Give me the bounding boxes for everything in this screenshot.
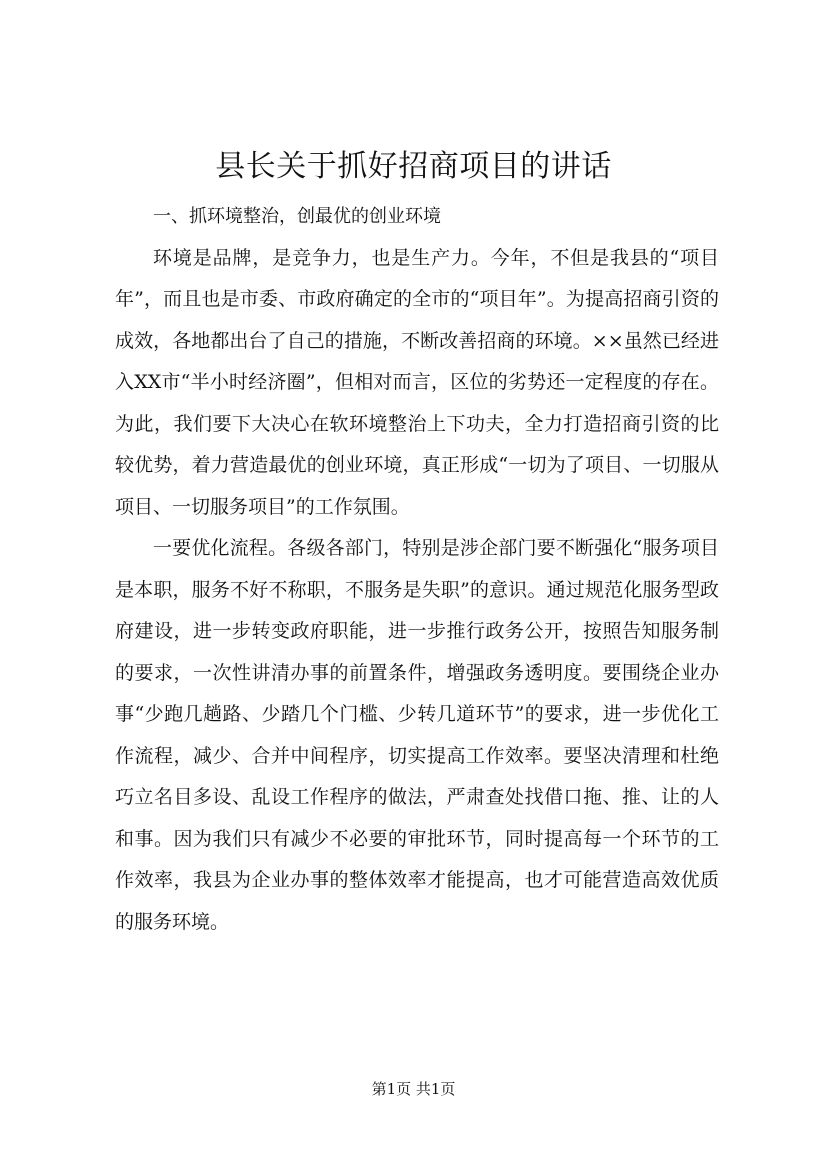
- section-heading: 一、抓环境整治，创最优的创业环境: [153, 206, 441, 227]
- page-footer: 第1页 共1页: [371, 1080, 456, 1098]
- paragraph-optimize-process: 一要优化流程。各级各部门，特别是涉企部门要不断强化“服务项目是本职，服务不好不称职，不服务是失职”的意识。通过规范化服务型政府建设，进一步转变政府职能，进一步推行政务公开，按照告知服务制的要求，一次性讲清办事的前置条件，增强政务透明度。要围绕企业办事“少跑几趟路、少踏几个门槛、少转几道环节”的要求，进一步优化工作流程，减少、合并中间程序，切实提高工作效率。要坚决清理和杜绝巧立名目多设、乱设工作程序的做法，严肃查处找借口拖、推、让的人和事。因为我们只有减少不必要的审批环节，同时提高每一个环节的工作效率，我县为企业办事的整体效率才能提高，也才可能营造高效优质的服务环境。: [115, 537, 719, 933]
- document-title: 县长关于抓好招商项目的讲话: [215, 149, 612, 184]
- document-body: [115, 196, 719, 943]
- paragraph-environment: 环境是品牌，是竞争力，也是生产力。今年，不但是我县的“项目年”，而且也是市委、市政府确定的全市的“项目年”。为提高招商引资的成效，各地都出台了自己的措施，不断改善招商的环境。××虽然已经进入XX市“半小时经济圈”，但相对而言，区位的劣势还一定程度的存在。为此，我们要下大决心在软环境整治上下功夫，全力打造招商引资的比较优势，着力营造最优的创业环境，真正形成“一切为了项目、一切服从项目、一切服务项目”的工作氛围。: [115, 246, 719, 518]
